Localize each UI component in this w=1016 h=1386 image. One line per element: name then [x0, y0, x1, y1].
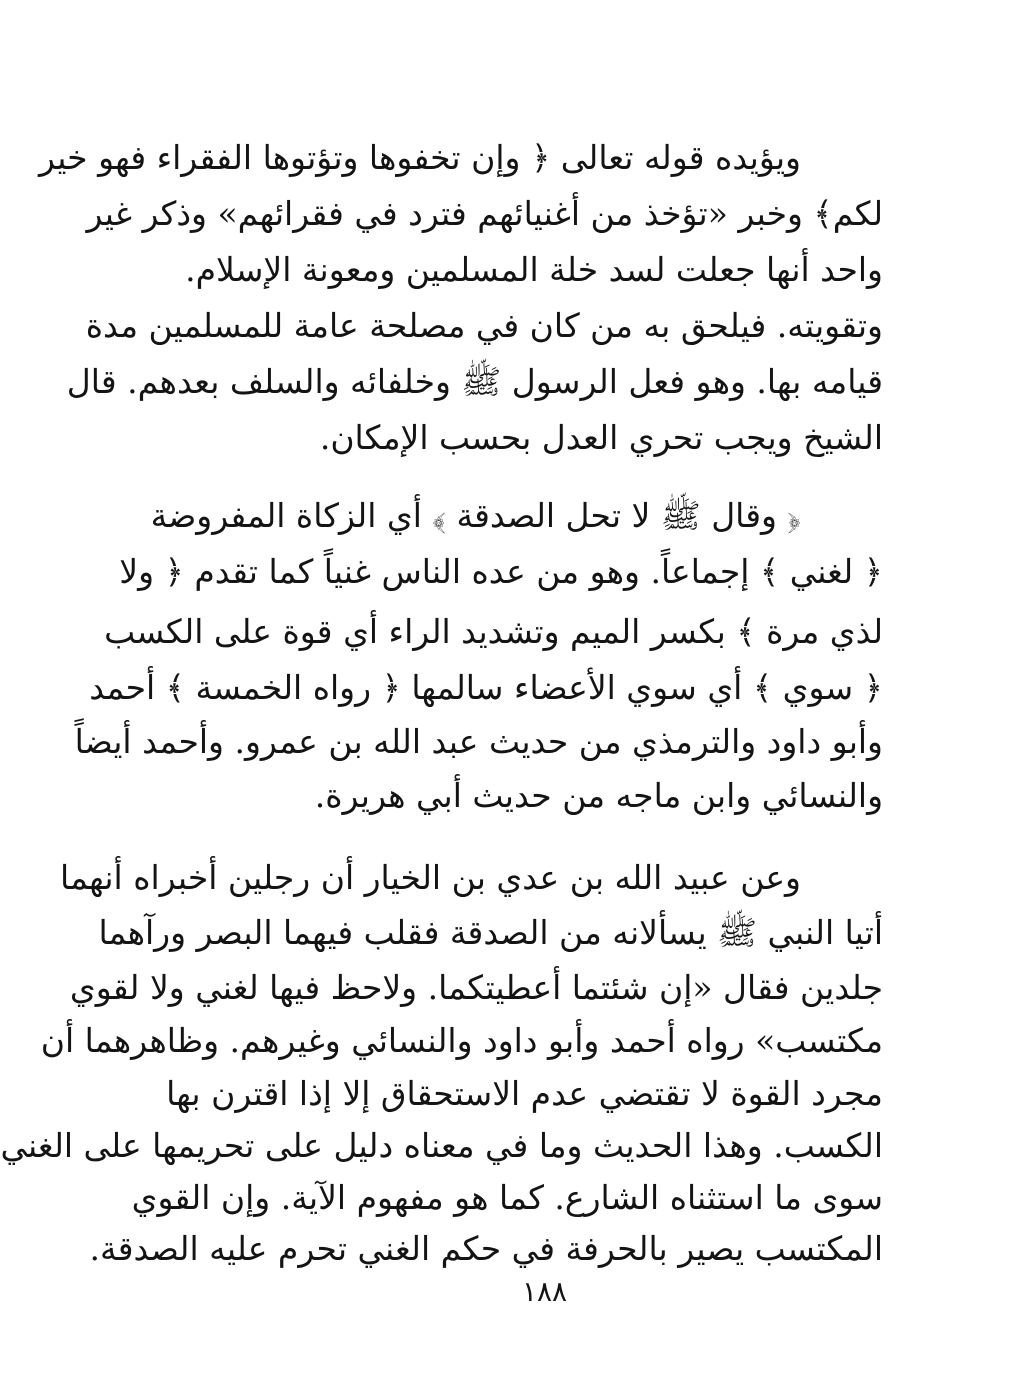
paragraph-3-line-2: أتيا النبي ﷺ يسألانه من الصدقة فقلب فيهما البصر ورآهما: [98, 913, 883, 952]
paragraph-2-line-5: وأبو داود والترمذي من حديث عبد الله بن عمرو. وأحمد أيضاً: [74, 722, 883, 761]
paragraph-1-line-4: وتقويته. فيلحق به من كان في مصلحة عامة للمسلمين مدة: [85, 306, 883, 345]
paragraph-3-line-1: وعن عبيد الله بن عدي بن الخيار أن رجلين أخبراه أنهما: [60, 858, 801, 897]
paragraph-2-line-3: لذي مرة ﴾ بكسر الميم وتشديد الراء أي قوة على الكسب: [104, 612, 883, 651]
paragraph-3-line-7: سوى ما استثناه الشارع. كما هو مفهوم الآية. وإن القوي: [131, 1178, 883, 1217]
paragraph-1-line-3: واحد أنها جعلت لسد خلة المسلمين ومعونة الإسلام.: [185, 250, 883, 289]
paragraph-2-line-6: والنسائي وابن ماجه من حديث أبي هريرة.: [314, 776, 883, 815]
paragraph-1-line-5: قيامه بها. وهو فعل الرسول ﷺ وخلفائه والسلف بعدهم. قال: [66, 362, 883, 401]
paragraph-2-line-2: ﴿ لغني ﴾ إجماعاً. وهو من عده الناس غنياً كما تقدم ﴿ ولا: [119, 552, 883, 591]
paragraph-3-line-6: الكسب. وهذا الحديث وما في معناه دليل على تحريمها على الغني: [0, 1126, 883, 1165]
paragraph-1-line-1: ويؤيده قوله تعالى ﴿ وإن تخفوها وتؤتوها الفقراء فهو خير: [39, 138, 801, 177]
paragraph-3-line-3: جلدين فقال «إن شئتما أعطيتكما. ولاحظ فيها لغني ولا لقوي: [69, 968, 883, 1007]
paragraph-1-line-2: لكم﴾ وخبر «تؤخذ من أغنيائهم فترد في فقرائهم» وذكر غير: [86, 194, 883, 233]
paragraph-3-line-5: مجرد القوة لا تقتضي عدم الاستحقاق إلا إذا اقترن بها: [166, 1074, 883, 1113]
page-number: ١٨٨: [521, 1275, 568, 1308]
paragraph-2-line-1: ﴿ وقال ﷺ لا تحل الصدقة ﴾ أي الزكاة المفروضة: [150, 496, 801, 535]
paragraph-1-line-6: الشيخ ويجب تحري العدل بحسب الإمكان.: [319, 418, 883, 457]
paragraph-2-line-4: ﴿ سوي ﴾ أي سوي الأعضاء سالمها ﴿ رواه الخمسة ﴾ أحمد: [89, 668, 883, 707]
paragraph-3-line-4: مكتسب» رواه أحمد وأبو داود والنسائي وغيرهم. وظاهرهما أن: [40, 1021, 883, 1060]
paragraph-3-line-8: المكتسب يصير بالحرفة في حكم الغني تحرم عليه الصدقة.: [89, 1229, 883, 1268]
